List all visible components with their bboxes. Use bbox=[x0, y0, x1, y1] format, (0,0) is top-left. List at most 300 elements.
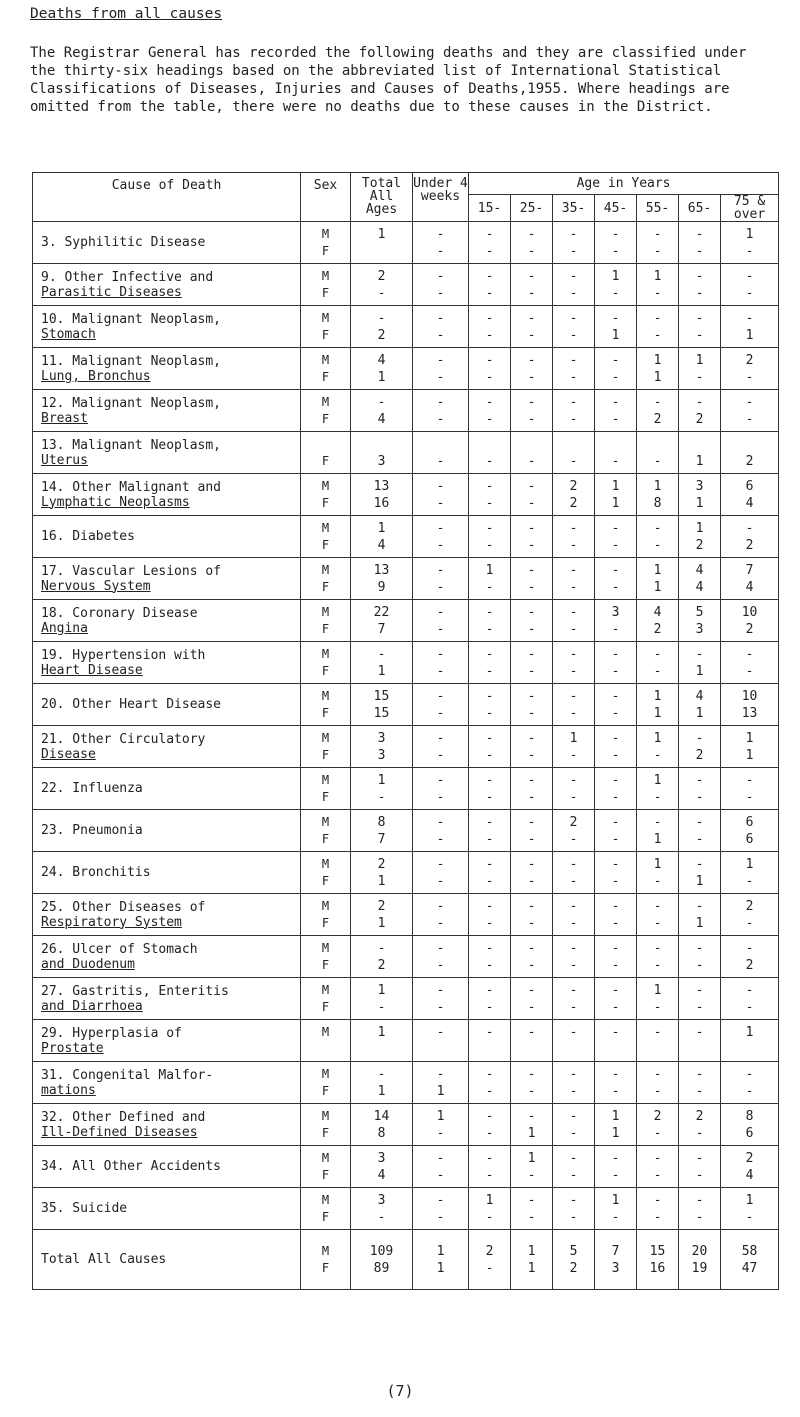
header-age-75-over: 75 & over bbox=[721, 195, 779, 222]
age-75-over-cell bbox=[721, 1104, 779, 1146]
age-65-cell bbox=[679, 1062, 721, 1104]
age-65-cell bbox=[679, 432, 721, 474]
age-55-female: - bbox=[653, 999, 662, 1015]
age-35-male: - bbox=[569, 394, 578, 410]
cause-label-continued: Disease bbox=[41, 746, 96, 762]
age-55-cell bbox=[637, 642, 679, 684]
age-45-male: 1 bbox=[611, 1192, 620, 1208]
age-65-male: 1 bbox=[695, 520, 704, 536]
total-cell bbox=[351, 348, 413, 390]
age-75-over-female: 2 bbox=[745, 957, 754, 973]
under-4-weeks-female: - bbox=[436, 873, 445, 889]
age-25-male: - bbox=[527, 562, 536, 578]
age-15-female: - bbox=[485, 873, 494, 889]
under-4-weeks-male: - bbox=[436, 268, 445, 284]
age-45-cell bbox=[595, 558, 637, 600]
age-15-male: - bbox=[485, 478, 494, 494]
total-cell bbox=[351, 726, 413, 768]
under-4-weeks-male: - bbox=[436, 940, 445, 956]
age-45-female: - bbox=[611, 999, 620, 1015]
age-55-cell bbox=[637, 810, 679, 852]
age-45-female: - bbox=[611, 411, 620, 427]
sex-cell bbox=[301, 348, 351, 390]
age-75-over-female bbox=[721, 1041, 778, 1058]
age-45-female: - bbox=[611, 789, 620, 805]
cause-label: 3. Syphilitic Disease bbox=[41, 235, 206, 250]
total-female: 15 bbox=[373, 705, 390, 721]
sex-male: M bbox=[321, 562, 330, 577]
total-female: 9 bbox=[377, 579, 386, 595]
sex-cell bbox=[301, 222, 351, 264]
age-75-over-cell bbox=[721, 600, 779, 642]
age-35-cell bbox=[553, 1188, 595, 1230]
table-row bbox=[33, 936, 779, 978]
age-55-female: - bbox=[653, 327, 662, 343]
under-4-weeks-cell bbox=[413, 894, 469, 936]
age-35-male: - bbox=[569, 940, 578, 956]
age-35-male: - bbox=[569, 1108, 578, 1124]
sex-male: M bbox=[321, 478, 330, 493]
age-75-over-female: - bbox=[745, 411, 754, 427]
age-55-male: 1 bbox=[653, 730, 662, 746]
age-35-male: 1 bbox=[569, 730, 578, 746]
age-25-female: - bbox=[527, 453, 536, 469]
sex-male: M bbox=[321, 940, 330, 955]
age-75-over-female: 1 bbox=[745, 747, 754, 763]
age-55-cell bbox=[637, 222, 679, 264]
age-35-female: - bbox=[569, 1167, 578, 1183]
age-15-female: - bbox=[485, 705, 494, 721]
age-65-female: - bbox=[695, 1209, 704, 1225]
age-25-female: - bbox=[527, 411, 536, 427]
sex-male: M bbox=[321, 268, 330, 283]
sex-female: F bbox=[321, 369, 330, 384]
age-75-over-cell bbox=[721, 1062, 779, 1104]
age-45-total-female: 3 bbox=[611, 1260, 620, 1276]
age-15-cell bbox=[469, 474, 511, 516]
age-65-female: - bbox=[695, 789, 704, 805]
age-55-female: - bbox=[653, 285, 662, 301]
age-15-male: - bbox=[485, 1150, 494, 1166]
age-25-cell bbox=[511, 810, 553, 852]
age-15-total-female: - bbox=[485, 1260, 494, 1276]
total-female: 4 bbox=[377, 1167, 386, 1183]
age-75-over-female: 2 bbox=[745, 621, 754, 637]
header-total-all-ages: Total All Ages bbox=[351, 173, 413, 222]
age-65-cell bbox=[679, 390, 721, 432]
age-25-male: - bbox=[527, 940, 536, 956]
total-male: 4 bbox=[377, 352, 386, 368]
sex-female: F bbox=[321, 873, 330, 888]
age-55-cell bbox=[637, 684, 679, 726]
age-75-over-cell bbox=[721, 306, 779, 348]
age-15-male: - bbox=[485, 898, 494, 914]
age-65-female: 3 bbox=[695, 621, 704, 637]
age-15-cell bbox=[469, 684, 511, 726]
age-55-female: - bbox=[653, 873, 662, 889]
age-35-female: - bbox=[569, 327, 578, 343]
age-65-cell bbox=[679, 852, 721, 894]
age-55-male: 1 bbox=[653, 352, 662, 368]
age-55-female: - bbox=[653, 453, 662, 469]
age-65-female: - bbox=[695, 957, 704, 973]
age-25-male: - bbox=[527, 352, 536, 368]
age-15-female: - bbox=[485, 1167, 494, 1183]
age-15-male: - bbox=[485, 604, 494, 620]
age-65-female: 1 bbox=[695, 873, 704, 889]
age-65-cell bbox=[679, 600, 721, 642]
age-45-cell bbox=[595, 432, 637, 474]
total-female: 1 bbox=[377, 873, 386, 889]
under-4-weeks-female: - bbox=[436, 957, 445, 973]
age-65-male: - bbox=[695, 814, 704, 830]
age-25-cell bbox=[511, 978, 553, 1020]
age-45-male: - bbox=[611, 310, 620, 326]
age-55-cell bbox=[637, 516, 679, 558]
header-cause: Cause of Death bbox=[33, 173, 301, 222]
sex-female bbox=[301, 1041, 350, 1058]
age-35-female bbox=[553, 1041, 594, 1058]
age-45-cell bbox=[595, 1188, 637, 1230]
sex-female: F bbox=[321, 411, 330, 426]
total-male: 15 bbox=[373, 688, 390, 704]
total-cell bbox=[351, 642, 413, 684]
total-male: 13 bbox=[373, 478, 390, 494]
age-35-male: - bbox=[569, 1066, 578, 1082]
under-4-weeks-cell bbox=[413, 1020, 469, 1062]
sex-female: F bbox=[321, 831, 330, 846]
under-4-weeks-cell bbox=[413, 768, 469, 810]
age-65-cell bbox=[679, 306, 721, 348]
age-45-female: - bbox=[611, 873, 620, 889]
total-cell bbox=[351, 306, 413, 348]
age-45-female: 1 bbox=[611, 1125, 620, 1141]
cause-label-continued: Breast bbox=[41, 410, 88, 426]
age-35-female: - bbox=[569, 831, 578, 847]
age-75-over-male: 1 bbox=[745, 856, 754, 872]
age-15-female: - bbox=[485, 369, 494, 385]
age-45-cell bbox=[595, 600, 637, 642]
age-45-female: - bbox=[611, 243, 620, 259]
cause-label-continued: and Diarrhoea bbox=[41, 998, 143, 1014]
total-male: 2 bbox=[377, 898, 386, 914]
age-65-female: - bbox=[695, 243, 704, 259]
age-25-female: - bbox=[527, 705, 536, 721]
age-75-over-male: 2 bbox=[745, 898, 754, 914]
table-row bbox=[33, 1020, 779, 1062]
age-55-female bbox=[637, 1041, 678, 1058]
age-45-cell bbox=[595, 642, 637, 684]
age-65-female: 1 bbox=[695, 663, 704, 679]
age-25-male: - bbox=[527, 268, 536, 284]
under-4-weeks-female: - bbox=[436, 789, 445, 805]
total-total-cell bbox=[351, 1230, 413, 1290]
total-female bbox=[351, 243, 412, 260]
age-15-male: - bbox=[485, 226, 494, 242]
age-25-female: - bbox=[527, 621, 536, 637]
sex-female: F bbox=[321, 243, 330, 258]
age-75-over-cell bbox=[721, 810, 779, 852]
age-75-over-male: - bbox=[745, 982, 754, 998]
age-55-male: - bbox=[653, 898, 662, 914]
age-15-male: 1 bbox=[485, 562, 494, 578]
age-45-male: - bbox=[611, 520, 620, 536]
age-55-total-male: 15 bbox=[649, 1243, 666, 1259]
age-35-total-male: 5 bbox=[569, 1243, 578, 1259]
age-75-over-cell bbox=[721, 348, 779, 390]
sex-male: M bbox=[321, 814, 330, 829]
total-cell bbox=[351, 558, 413, 600]
age-25-female: - bbox=[527, 243, 536, 259]
age-25-cell bbox=[511, 894, 553, 936]
age-55-female: - bbox=[653, 915, 662, 931]
total-female: 1 bbox=[377, 369, 386, 385]
under-4-weeks-female bbox=[413, 1041, 468, 1058]
age-45-cell bbox=[595, 1146, 637, 1188]
total-male: 13 bbox=[373, 562, 390, 578]
sex-female: F bbox=[321, 327, 330, 342]
age-15-female: - bbox=[485, 537, 494, 553]
under-4-weeks-cell bbox=[413, 222, 469, 264]
age-65-male: - bbox=[695, 772, 704, 788]
total-male: 22 bbox=[373, 604, 390, 620]
cause-cell bbox=[33, 852, 301, 894]
total-label-cell bbox=[33, 1230, 301, 1290]
under-4-weeks-male: - bbox=[436, 478, 445, 494]
age-55-cell bbox=[637, 600, 679, 642]
under-4-weeks-cell bbox=[413, 1104, 469, 1146]
age-55-cell bbox=[637, 348, 679, 390]
age-55-female: - bbox=[653, 537, 662, 553]
age-35-male: - bbox=[569, 352, 578, 368]
age-15-cell bbox=[469, 1020, 511, 1062]
age-25-total-female: 1 bbox=[527, 1260, 536, 1276]
age-75-over-male: 2 bbox=[745, 352, 754, 368]
age-45-cell bbox=[595, 810, 637, 852]
sex-male: M bbox=[321, 772, 330, 787]
header-under-4-weeks: Under 4 weeks bbox=[413, 173, 469, 222]
age-35-cell bbox=[553, 894, 595, 936]
age-75-over-male: 2 bbox=[745, 1150, 754, 1166]
age-55-cell bbox=[637, 1146, 679, 1188]
cause-label-continued: Lymphatic Neoplasms bbox=[41, 494, 190, 510]
age-35-female: - bbox=[569, 579, 578, 595]
age-35-cell bbox=[553, 1062, 595, 1104]
age-75-over-cell bbox=[721, 390, 779, 432]
age-25-cell bbox=[511, 558, 553, 600]
age-35-female: - bbox=[569, 243, 578, 259]
under-4-weeks-total-cell bbox=[413, 1230, 469, 1290]
cause-label: 32. Other Defined and bbox=[41, 1109, 206, 1125]
under-4-weeks-female: - bbox=[436, 453, 445, 469]
sex-male: M bbox=[321, 604, 330, 619]
cause-label: 17. Vascular Lesions of bbox=[41, 563, 222, 579]
age-45-cell bbox=[595, 978, 637, 1020]
sex-cell bbox=[301, 936, 351, 978]
sex-female: F bbox=[321, 1083, 330, 1098]
age-65-female: 2 bbox=[695, 411, 704, 427]
age-65-cell bbox=[679, 222, 721, 264]
age-55-female: - bbox=[653, 1209, 662, 1225]
age-25-cell bbox=[511, 684, 553, 726]
cause-label: 13. Malignant Neoplasm, bbox=[41, 437, 222, 453]
age-65-male bbox=[679, 436, 720, 453]
age-35-cell bbox=[553, 936, 595, 978]
under-4-weeks-male: - bbox=[436, 898, 445, 914]
sex-female: F bbox=[321, 495, 330, 510]
age-45-cell bbox=[595, 390, 637, 432]
age-35-total-cell bbox=[553, 1230, 595, 1290]
under-4-weeks-female: - bbox=[436, 705, 445, 721]
age-65-male: - bbox=[695, 394, 704, 410]
age-15-male: - bbox=[485, 1066, 494, 1082]
age-25-male: - bbox=[527, 520, 536, 536]
age-45-male: 3 bbox=[611, 604, 620, 620]
age-45-female bbox=[595, 1041, 636, 1058]
age-15-female bbox=[469, 1041, 510, 1058]
age-65-female: 1 bbox=[695, 453, 704, 469]
cause-label: 26. Ulcer of Stomach bbox=[41, 941, 198, 957]
under-4-weeks-female: 1 bbox=[436, 1083, 445, 1099]
under-4-weeks-female: - bbox=[436, 243, 445, 259]
total-cell bbox=[351, 600, 413, 642]
age-35-male: - bbox=[569, 562, 578, 578]
age-55-female: - bbox=[653, 747, 662, 763]
age-35-male bbox=[553, 436, 594, 453]
total-female: 1 bbox=[377, 1083, 386, 1099]
age-25-female: - bbox=[527, 915, 536, 931]
table-row bbox=[33, 432, 779, 474]
age-75-over-female: - bbox=[745, 1083, 754, 1099]
age-15-female: - bbox=[485, 579, 494, 595]
cause-label: 9. Other Infective and bbox=[41, 269, 214, 285]
cause-label-continued: Angina bbox=[41, 620, 88, 636]
age-25-cell bbox=[511, 1188, 553, 1230]
age-35-cell bbox=[553, 390, 595, 432]
age-75-over-male: 8 bbox=[745, 1108, 754, 1124]
sex-male: M bbox=[321, 646, 330, 661]
age-45-total-cell bbox=[595, 1230, 637, 1290]
age-45-female: 1 bbox=[611, 327, 620, 343]
age-25-cell bbox=[511, 642, 553, 684]
sex-cell bbox=[301, 1188, 351, 1230]
age-35-female: - bbox=[569, 789, 578, 805]
under-4-weeks-female: - bbox=[436, 915, 445, 931]
age-65-female: 2 bbox=[695, 537, 704, 553]
sex-cell bbox=[301, 1146, 351, 1188]
age-75-over-female: 2 bbox=[745, 537, 754, 553]
under-4-weeks-female: - bbox=[436, 999, 445, 1015]
page-title: Deaths from all causes bbox=[30, 6, 223, 22]
age-25-female bbox=[511, 1041, 552, 1058]
age-45-male: - bbox=[611, 772, 620, 788]
age-25-cell bbox=[511, 222, 553, 264]
age-75-over-cell bbox=[721, 558, 779, 600]
age-55-female: 8 bbox=[653, 495, 662, 511]
age-55-male: - bbox=[653, 814, 662, 830]
under-4-weeks-female: - bbox=[436, 579, 445, 595]
under-4-weeks-cell bbox=[413, 810, 469, 852]
total-total-male: 109 bbox=[369, 1243, 394, 1259]
under-4-weeks-male: 1 bbox=[436, 1108, 445, 1124]
under-4-weeks-male: - bbox=[436, 604, 445, 620]
sex-female: F bbox=[321, 1125, 330, 1140]
cause-label: 11. Malignant Neoplasm, bbox=[41, 353, 222, 369]
total-female: - bbox=[377, 789, 386, 805]
age-35-male: 2 bbox=[569, 478, 578, 494]
total-male: - bbox=[377, 310, 386, 326]
age-15-male: - bbox=[485, 772, 494, 788]
age-15-cell bbox=[469, 348, 511, 390]
age-65-female: 4 bbox=[695, 579, 704, 595]
age-15-male: 1 bbox=[485, 1192, 494, 1208]
age-45-female: - bbox=[611, 285, 620, 301]
sex-male: M bbox=[321, 1192, 330, 1207]
age-65-female: - bbox=[695, 999, 704, 1015]
age-25-cell bbox=[511, 1020, 553, 1062]
sex-cell bbox=[301, 1104, 351, 1146]
cause-label: 29. Hyperplasia of bbox=[41, 1025, 182, 1041]
age-55-cell bbox=[637, 1188, 679, 1230]
age-35-male: 2 bbox=[569, 814, 578, 830]
age-25-cell bbox=[511, 600, 553, 642]
table-row bbox=[33, 306, 779, 348]
total-female: 2 bbox=[377, 957, 386, 973]
age-65-cell bbox=[679, 474, 721, 516]
age-15-male bbox=[469, 436, 510, 453]
under-4-weeks-female: - bbox=[436, 285, 445, 301]
age-65-male: - bbox=[695, 1024, 704, 1040]
total-female: 1 bbox=[377, 915, 386, 931]
age-65-male: - bbox=[695, 940, 704, 956]
age-55-female: - bbox=[653, 1125, 662, 1141]
cause-label-continued: Ill-Defined Diseases bbox=[41, 1124, 198, 1140]
age-15-cell bbox=[469, 642, 511, 684]
age-45-cell bbox=[595, 264, 637, 306]
intro-paragraph: The Registrar General has recorded the following deaths and they are classified under the thirty-six headings based on the abbreviated list of International Statistical Classifications of Diseases, Injuries and Causes of Deaths,1955. Where headings are omitted from the table, there were no deaths due to these causes in the District. bbox=[30, 45, 747, 115]
total-cell bbox=[351, 516, 413, 558]
age-25-cell bbox=[511, 1146, 553, 1188]
table-row bbox=[33, 1146, 779, 1188]
age-35-male: - bbox=[569, 520, 578, 536]
age-25-male: - bbox=[527, 772, 536, 788]
age-45-cell bbox=[595, 348, 637, 390]
under-4-weeks-male: - bbox=[436, 1192, 445, 1208]
age-25-total-cell bbox=[511, 1230, 553, 1290]
age-55-male: - bbox=[653, 310, 662, 326]
sex-female: F bbox=[321, 999, 330, 1014]
under-4-weeks-male: - bbox=[436, 982, 445, 998]
cause-cell bbox=[33, 390, 301, 432]
under-4-weeks-male: - bbox=[436, 394, 445, 410]
age-15-cell bbox=[469, 1188, 511, 1230]
age-45-cell bbox=[595, 474, 637, 516]
table-row bbox=[33, 768, 779, 810]
sex-male: M bbox=[321, 352, 330, 367]
cause-label-continued: and Duodenum bbox=[41, 956, 135, 972]
age-65-cell bbox=[679, 1020, 721, 1062]
total-male bbox=[351, 436, 412, 453]
under-4-weeks-female: - bbox=[436, 495, 445, 511]
age-35-male: - bbox=[569, 982, 578, 998]
cause-label: 34. All Other Accidents bbox=[41, 1159, 222, 1174]
total-male: 2 bbox=[377, 268, 386, 284]
sex-male: M bbox=[321, 982, 330, 997]
cause-cell bbox=[33, 432, 301, 474]
age-15-female: - bbox=[485, 1083, 494, 1099]
age-75-over-cell bbox=[721, 726, 779, 768]
age-65-female: - bbox=[695, 1167, 704, 1183]
